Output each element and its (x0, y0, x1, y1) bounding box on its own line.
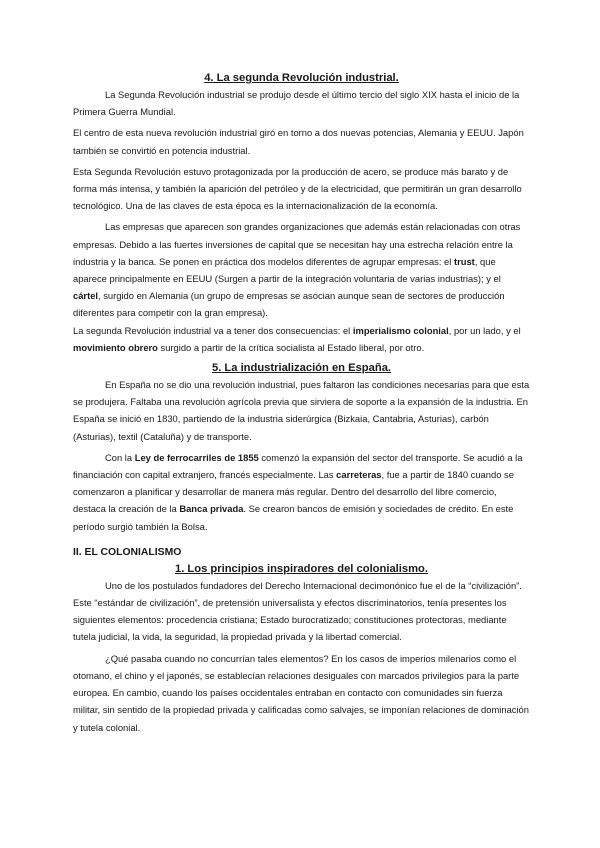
text-run: , fue a partir de 1840 cuando se comenzaron a planificar y desarrollar de manera más regular. Dentro del desarrollo del libre comercio, destaca la creación de la (73, 469, 514, 515)
document-body (73, 70, 530, 740)
text-run: Las empresas que aparecen son grandes organizaciones que además están relacionadas con otras empresas. Debido a las fuertes inversiones de capital que se necesitan hay una estrecha relación entre la industria y la banca. Se ponen en práctica dos modelos diferentes de agrupar empresas: el (73, 221, 521, 267)
text-run: En España no se dio una revolución industrial, pues faltaron las condiciones necesarias para que esta se produjera. Faltaba una revolución agrícola previa que sirviera de soporte a la expansión de la industria. En España se inició en 1830, partiendo de la industria siderúrgica (Bizkaia, Cantabria, Asturias), carbón (Asturias), textil (Cataluña) y de transporte. (73, 379, 530, 442)
text-run: Uno de los postulados fundadores del Derecho Internacional decimonónico fue el de la “civilización”. Este “estándar de civilización”, de pretensión universalista y efectos discriminatorios, tenía presentes los siguientes elementos: procedencia cristiana; Estado burocratizado; constituciones protectoras, mediante tutela judicial, la vida, la seguridad, la propiedad privada y la libertad comercial. (73, 579, 522, 643)
paragraph (73, 124, 530, 158)
bold-term-cartel: cártel (73, 290, 99, 302)
text-run: . Se crearon bancos de emisión y sociedades de crédito. En este período surgió también la Bolsa. (73, 503, 514, 532)
bold-term-imperialismo: imperialismo colonial (352, 324, 449, 336)
section-heading-principios-colonialismo: 1. Los principios inspiradores del colonialismo. (174, 562, 429, 575)
text-run: La segunda Revolución industrial va a tener dos consecuencias: el (73, 324, 353, 336)
text-run: , surgido en Alemania (un grupo de empresas se asocian aunque sean de sectores de producción diferentes para competir con la gran empresa). (73, 290, 505, 319)
section-heading-industrializacion-espana: 5. La industrialización en España. (211, 362, 392, 375)
text-run: Esta Segunda Revolución estuvo protagonizada por la producción de acero, se produce más barato y de forma más intensa, y también la aparición del petróleo y de la electricidad, que permitirán un gran desarrollo tecnológico. Una de las claves de esta época es la internacionalización de la economía. (73, 165, 522, 212)
bold-term-movimiento-obrero: movimiento obrero (73, 341, 158, 353)
paragraph (73, 163, 530, 215)
text-run: La Segunda Revolución industrial se produjo desde el último tercio del siglo XIX hasta el inicio de la Primera Guerra Mundial. (73, 89, 520, 118)
paragraph (73, 577, 530, 646)
paragraph (73, 650, 530, 736)
text-run: comenzó la expansión del sector del transporte. Se acudió a la financiación con capital extranjero, francés especialmente. Las (73, 451, 523, 481)
bold-term-carreteras: carreteras (336, 469, 382, 481)
text-run: El centro de esta nueva revolución industrial giró en torno a dos nuevas potencias, Alemania y EEUU. Japón también se convirtió en potencia industrial. (73, 127, 524, 156)
text-run: ¿Qué pasaba cuando no concurrían tales elementos? En los casos de imperios milenarios como el otomano, el chino y el japonés, se establecían relaciones desiguales con marcados privilegios para la parte europea. En cambio, cuando los países occidentales entraban en contacto con comunidades sin fuerza militar, sin sentido de la propiedad privada y calificadas como salvajes, se imponían relaciones de dominación y tutela colonial. (73, 652, 529, 733)
text-run: , por un lado, y el (448, 324, 521, 336)
bold-term-trust: trust (453, 255, 475, 267)
paragraph (73, 218, 530, 321)
text-run: surgido a partir de la crítica socialista al Estado liberal, por otro. (157, 341, 425, 353)
part-title-colonialismo: II. EL COLONIALISMO (73, 546, 182, 558)
text-run: Con la (105, 451, 135, 463)
paragraph (73, 376, 530, 445)
paragraph (73, 322, 530, 356)
section-heading-segunda-revolucion: 4. La segunda Revolución industrial. (204, 72, 399, 84)
bold-term-banca-privada: Banca privada (179, 503, 244, 515)
paragraph (73, 86, 530, 120)
bold-term-ley-ferrocarriles: Ley de ferrocarriles de 1855 (134, 451, 259, 463)
text-run: , que aparece principalmente en EEUU (Surgen a partir de la integración voluntaria de varias industrias); y el (73, 255, 501, 285)
paragraph (73, 449, 530, 535)
